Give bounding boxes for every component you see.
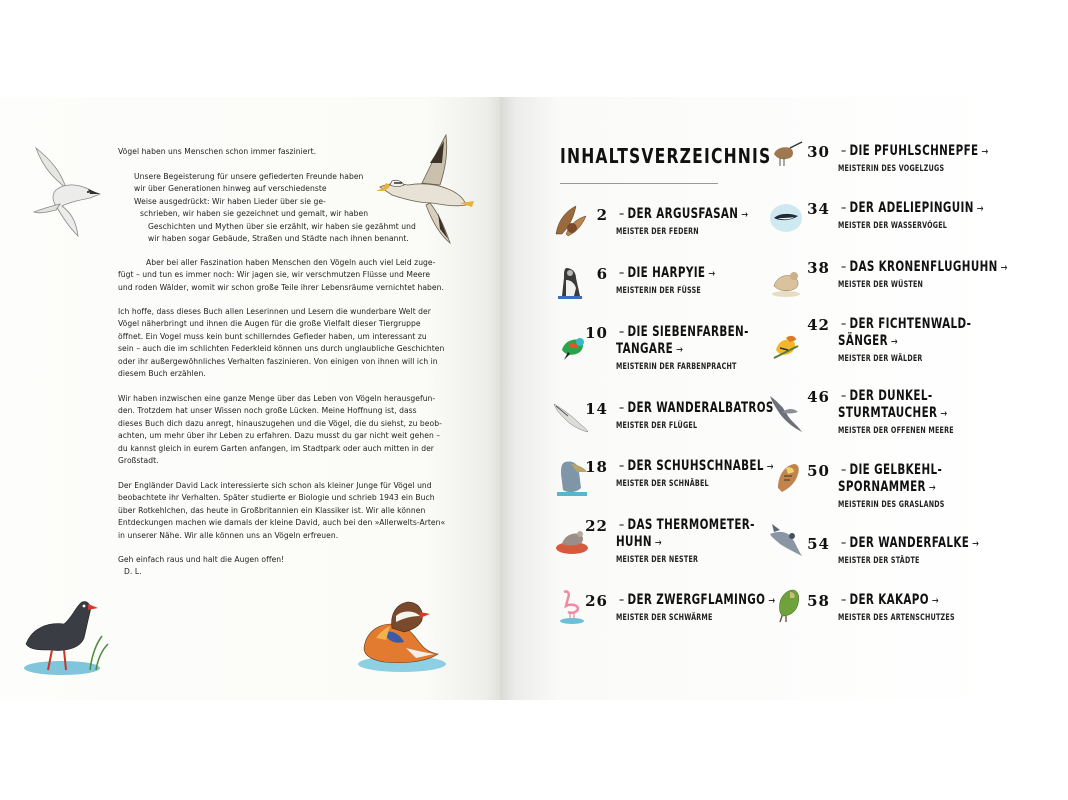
pfuhlschnepfe-icon xyxy=(768,138,804,168)
toc-entry[interactable] xyxy=(807,592,992,623)
toc-entry-title-line xyxy=(838,316,971,333)
toc-entry-subtitle: MEISTER DER OFFENEN MEERE xyxy=(838,425,954,435)
intro-signoff xyxy=(118,554,284,579)
toc-entry-title: SÄNGER xyxy=(838,333,888,349)
toc-entry[interactable] xyxy=(807,200,1035,231)
toc-entry[interactable] xyxy=(807,316,1018,364)
intro-line: Vögel näherbringt und ihnen die Augen für die große Vielfalt dieser Tiergruppe xyxy=(118,319,421,329)
toc-entry-title-line xyxy=(616,206,748,223)
toc-entry-subtitle: MEISTERIN DER FARBENPRACHT xyxy=(616,361,737,371)
toc-entry-subtitle: MEISTER DER SCHWÄRME xyxy=(616,612,713,622)
toc-entry-title: DER ADELIEPINGUIN xyxy=(849,200,974,216)
toc-dash: – xyxy=(618,324,625,340)
toc-entry-title-line xyxy=(838,200,984,217)
tern-illustration xyxy=(26,140,106,250)
toc-page-number: 18 xyxy=(585,458,608,476)
wanderalbatros-icon xyxy=(552,400,590,434)
toc-entry-subtitle: MEISTER DER WÜSTEN xyxy=(838,279,924,289)
intro-line: du kannst gleich in eurem Garten anfangen, im Stadtpark oder auch mitten in der xyxy=(118,443,434,453)
toc-dash: – xyxy=(618,400,625,416)
intro-line: öffnet. Ein Vogel muss kein bunt schillerndes Gefieder haben, um interessant zu xyxy=(118,331,427,341)
toc-dash: – xyxy=(840,462,847,478)
toc-entry[interactable] xyxy=(585,324,795,372)
fichtenwaldsaenger-icon xyxy=(770,328,802,364)
toc-entry-title: STURMTAUCHER xyxy=(838,405,938,421)
toc-entry-title: DER ARGUSFASAN xyxy=(627,206,739,222)
arrow-right-icon: → xyxy=(766,460,774,473)
wanderfalke-icon xyxy=(768,522,804,560)
argusfasan-icon xyxy=(552,204,588,238)
intro-paragraph-3 xyxy=(118,257,444,294)
intro-line: schrieben, wir haben sie gezeichnet und gemalt, wir haben xyxy=(140,209,369,219)
toc-entry-title-line xyxy=(838,592,952,609)
intro-line: Ich hoffe, dass dieses Buch allen Leserinnen und Lesern die wunderbare Welt der xyxy=(118,307,431,316)
toc-entry-title: DER KAKAPO xyxy=(849,592,929,608)
toc-entry-title-line xyxy=(616,592,776,609)
toc-title: INHALTSVERZEICHNIS xyxy=(560,144,772,168)
intro-paragraph-1 xyxy=(118,146,316,158)
intro-line: Weise ausgedrückt: Wir haben Lieder über sie ge- xyxy=(134,196,326,206)
toc-entry-title: SPORNAMMER xyxy=(838,479,926,495)
intro-paragraph-2 xyxy=(118,171,416,245)
intro-line: und roden Wälder, womit wir schon große Teile ihrer Lebensräume vernichtet haben. xyxy=(118,282,444,292)
toc-entry-subtitle: MEISTER DER FLÜGEL xyxy=(616,420,698,430)
arrow-right-icon: → xyxy=(890,335,899,348)
toc-entry[interactable] xyxy=(807,143,1042,174)
toc-entry-subtitle: MEISTER DER FEDERN xyxy=(616,226,699,236)
toc-entry-title: DER WANDERFALKE xyxy=(849,535,970,551)
intro-line: sein – auch die im schlichten Federkleid können uns durch unglaubliche Geschichten xyxy=(118,344,445,354)
toc-entry-title: TANGARE xyxy=(616,341,674,357)
intro-line: Wir haben inzwischen eine ganze Menge über das Leben von Vögeln herausgefun- xyxy=(118,394,436,403)
intro-line: achten, um mehr über ihr Leben zu erfahren. Dazu musst du gar nicht weit gehen – xyxy=(118,431,441,441)
moorhen-illustration xyxy=(18,584,110,684)
arrow-right-icon: → xyxy=(654,536,663,549)
intro-line: Vögel haben uns Menschen schon immer fasziniert. xyxy=(118,147,317,156)
toc-page-number: 38 xyxy=(807,259,830,277)
toc-entry[interactable] xyxy=(596,265,751,296)
toc-dash: – xyxy=(618,592,625,608)
intro-line: den. Trotzdem hat unser Wissen noch große Lücken. Meine Hoffnung ist, dass xyxy=(118,406,417,416)
intro-line: fügt – und tun es immer noch: Wir jagen sie, wir verschmutzen Flüsse und Meere xyxy=(118,270,431,280)
toc-page-number: 58 xyxy=(807,592,830,610)
gelbkehlspornammer-icon xyxy=(770,458,804,496)
zwergflamingo-icon xyxy=(556,588,586,624)
intro-line: über Rotkehlchen, das heute in Großbritannien ein Klassiker ist. Wir alle können xyxy=(118,505,426,515)
toc-entry-title: DER SCHUHSCHNABEL xyxy=(627,458,764,474)
toc-page-number: 54 xyxy=(807,535,830,553)
toc-dash: – xyxy=(840,316,847,332)
toc-entry-title: DAS THERMOMETER- xyxy=(627,517,755,533)
toc-entry-title-line xyxy=(838,535,979,552)
toc-title-rule xyxy=(560,183,718,184)
intro-line: wir über Generationen hinweg auf verschiedenste xyxy=(134,184,327,194)
toc-entry-title-line xyxy=(838,333,971,350)
toc-dash: – xyxy=(840,200,847,216)
toc-page-number: 2 xyxy=(596,206,608,224)
toc-page-number: 10 xyxy=(585,324,608,342)
toc-entry-title-line xyxy=(838,405,951,422)
toc-entry-subtitle: MEISTER DER WASSERVÖGEL xyxy=(838,220,948,230)
toc-entry-title: DIE SIEBENFARBEN- xyxy=(627,324,749,340)
kakapo-icon xyxy=(772,586,804,624)
toc-entry[interactable] xyxy=(807,259,1068,290)
toc-entry-subtitle: MEISTERIN DES GRASLANDS xyxy=(838,499,945,509)
adeliepinguin-icon xyxy=(768,200,804,234)
toc-entry-subtitle: MEISTERIN DER FÜSSE xyxy=(616,285,701,295)
arrow-right-icon: → xyxy=(931,594,940,607)
dunkelsturmtaucher-icon xyxy=(768,394,804,434)
intro-line: beobachtete ihr Verhalten. Später studierte er Biologie und schrieb 1943 ein Buch xyxy=(118,493,435,503)
arrow-right-icon: → xyxy=(981,145,989,158)
intro-line: oder ihr außergewöhnliches Verhalten faszinieren. Von einigen von ihnen will ich in xyxy=(118,356,438,366)
toc-entry-title: DER ZWERGFLAMINGO xyxy=(627,592,766,608)
toc-dash: – xyxy=(840,259,847,275)
toc-entry-title-line xyxy=(838,143,989,160)
toc-entry-title: DER WANDERALBATROS xyxy=(627,400,774,416)
toc-dash: – xyxy=(840,535,847,551)
intro-paragraph-4 xyxy=(118,306,444,380)
intro-line: Aber bei aller Faszination haben Menschen den Vögeln auch viel Leid zuge- xyxy=(146,258,436,267)
toc-entry-subtitle: MEISTER DER NESTER xyxy=(616,554,699,564)
arrow-right-icon: → xyxy=(768,594,776,607)
toc-entry-title-line xyxy=(616,341,749,358)
toc-dash: – xyxy=(618,265,625,281)
intro-line: wir haben sogar Gebäude, Straßen und Städte nach ihnen benannt. xyxy=(148,233,409,243)
schuhschnabel-icon xyxy=(555,458,589,498)
arrow-right-icon: → xyxy=(676,343,684,356)
toc-entry-title-line xyxy=(616,458,774,475)
toc-entry-title: DAS KRONENFLUGHUHN xyxy=(849,259,998,275)
toc-entry-title-line xyxy=(616,400,784,417)
toc-entry-title-line xyxy=(838,462,942,479)
intro-paragraph-5 xyxy=(118,393,442,467)
toc-page-number: 14 xyxy=(585,400,608,418)
intro-line: dieses Buch dich dazu anregt, hinauszugehen und die Vögel, die du siehst, zu beob- xyxy=(118,418,442,428)
intro-line: D. L. xyxy=(124,567,142,577)
toc-page-number: 46 xyxy=(807,388,830,406)
toc-entry-subtitle: MEISTER DES ARTENSCHUTZES xyxy=(838,612,955,622)
intro-paragraph-6 xyxy=(118,480,445,542)
arrow-right-icon: → xyxy=(976,202,984,215)
toc-page-number: 30 xyxy=(807,143,830,161)
toc-dash: – xyxy=(840,143,847,159)
toc-entry-subtitle: MEISTER DER WÄLDER xyxy=(838,353,923,363)
toc-entry-subtitle: MEISTERIN DES VOGELZUGS xyxy=(838,163,945,173)
toc-page-number: 6 xyxy=(596,265,608,283)
arrow-right-icon: → xyxy=(928,481,937,494)
intro-line: in unserer Nähe. Wir alle können uns an Vögeln erfreuen. xyxy=(118,530,339,540)
arrow-right-icon: → xyxy=(1000,261,1008,274)
siebenfarbentangare-icon xyxy=(558,334,588,362)
toc-dash: – xyxy=(618,206,625,222)
toc-entry-subtitle: MEISTER DER STÄDTE xyxy=(838,555,920,565)
arrow-right-icon: → xyxy=(940,407,948,420)
toc-page-number: 50 xyxy=(807,462,830,480)
toc-dash: – xyxy=(618,458,625,474)
intro-line: Der Engländer David Lack interessierte sich schon als kleiner Junge für Vögel und xyxy=(118,481,432,490)
toc-page-number: 42 xyxy=(807,316,830,334)
toc-entry[interactable] xyxy=(807,462,979,510)
toc-entry-title-line xyxy=(838,479,942,496)
toc-entry-title-line xyxy=(838,388,951,405)
thermometerhuhn-icon xyxy=(554,524,590,556)
toc-page-number: 26 xyxy=(585,592,608,610)
toc-dash: – xyxy=(840,388,847,404)
toc-entry[interactable] xyxy=(807,535,1029,566)
toc-entry-subtitle: MEISTER DER SCHNÄBEL xyxy=(616,478,709,488)
toc-dash: – xyxy=(840,592,847,608)
intro-line: Entdeckungen machen wie damals der kleine David, auch bei den »Allerwelts-Arten« xyxy=(118,518,446,528)
toc-entry-title-line xyxy=(838,259,1008,276)
toc-entry-title-line xyxy=(616,517,755,534)
intro-line: Geschichten und Mythen über sie erzählt, wir haben sie gezähmt und xyxy=(148,221,416,231)
arrow-right-icon: → xyxy=(972,537,980,550)
toc-entry[interactable] xyxy=(807,388,990,436)
intro-line: diesem Buch erzählen. xyxy=(118,368,206,378)
intro-line: Großstadt. xyxy=(118,455,159,465)
toc-entry-title: HUHN xyxy=(616,534,652,550)
toc-dash: – xyxy=(618,517,625,533)
toc-page-number: 34 xyxy=(807,200,830,218)
toc-page-number: 22 xyxy=(585,517,608,535)
intro-line: Geh einfach raus und halt die Augen offen! xyxy=(118,555,285,564)
toc-entry-title: DIE GELBKEHL- xyxy=(849,462,943,478)
toc-entry-title-line xyxy=(616,265,716,282)
toc-entry-title: DIE PFUHLSCHNEPFE xyxy=(849,143,979,159)
toc-entry-title-line xyxy=(616,324,749,341)
arrow-right-icon: → xyxy=(708,267,716,280)
toc-entry-title: DIE HARPYIE xyxy=(627,265,706,281)
harpyie-icon xyxy=(556,266,584,302)
toc-entry-title: DER DUNKEL- xyxy=(849,388,933,404)
mandarin-duck-illustration xyxy=(356,592,456,674)
toc-entry-title-line xyxy=(616,534,755,551)
toc-entry-title: DER FICHTENWALD- xyxy=(849,316,972,332)
arrow-right-icon: → xyxy=(741,208,749,221)
intro-line: Unsere Begeisterung für unsere gefiederten Freunde haben xyxy=(134,172,364,181)
kronenflughuhn-icon xyxy=(770,264,804,298)
